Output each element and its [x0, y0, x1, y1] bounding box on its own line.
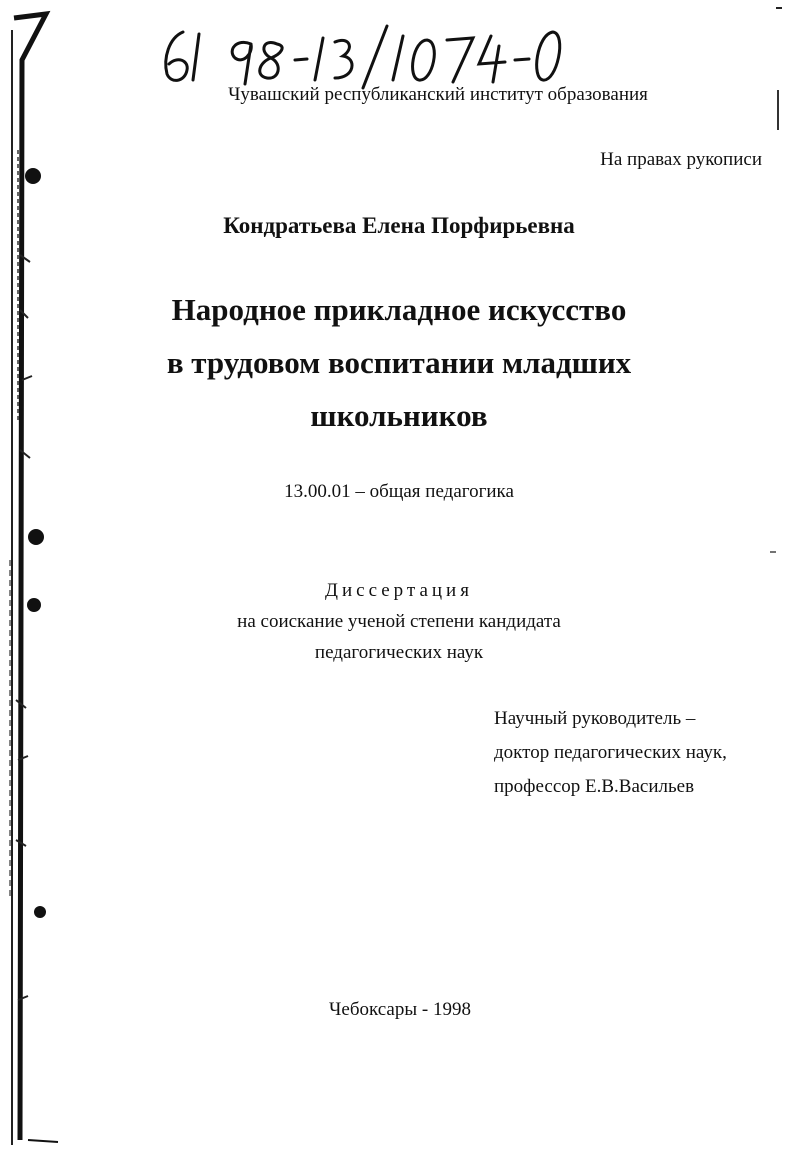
handwritten-code-signature — [155, 22, 575, 92]
advisor-line-3: профессор Е.В.Васильев — [494, 776, 695, 797]
rights-note: На правах рукописи — [600, 149, 762, 170]
dissertation-line-1: на соискание ученой степени кандидата — [237, 611, 561, 632]
dissertation-description — [0, 575, 798, 668]
advisor-line-2: доктор педагогических наук, — [494, 742, 727, 763]
institute-name: Чувашский республиканский институт образования — [228, 84, 648, 105]
advisor-line-1: Научный руководитель – — [494, 708, 696, 729]
specialty-code: 13.00.01 – общая педагогика — [284, 481, 514, 502]
scientific-advisor — [494, 702, 727, 804]
city-year: Чебоксары - 1998 — [329, 999, 471, 1020]
dissertation-line-2: педагогических наук — [314, 642, 484, 663]
dissertation-heading: Диссертация — [325, 580, 473, 601]
dissertation-title — [0, 283, 798, 442]
title-line-3: школьников — [310, 398, 488, 433]
author-name: Кондратьева Елена Порфирьевна — [223, 213, 575, 238]
title-line-1: Народное прикладное искусство — [171, 292, 627, 327]
title-line-2: в трудовом воспитании младших — [166, 345, 632, 380]
